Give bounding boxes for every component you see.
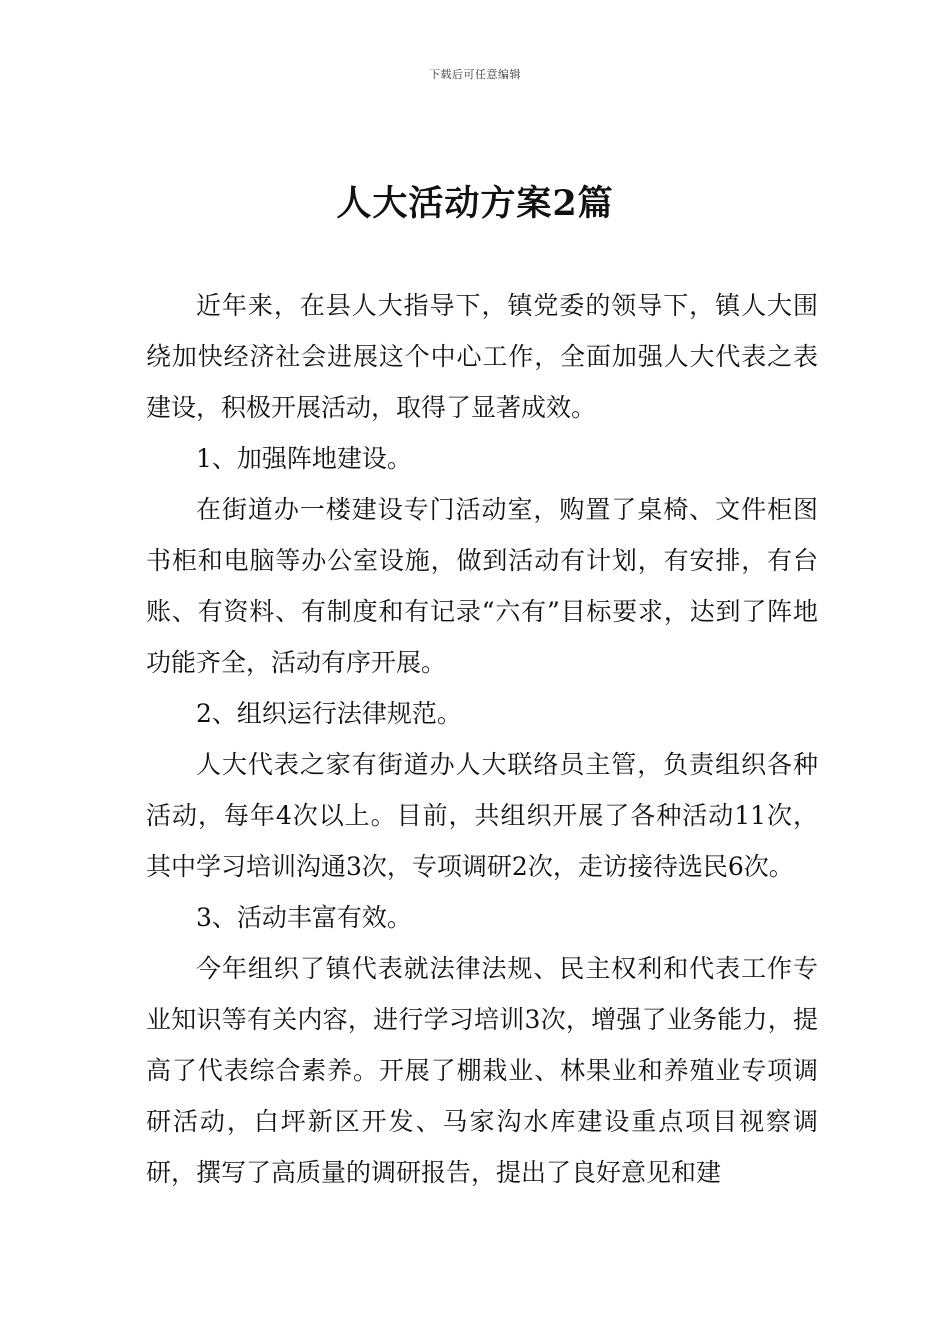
section-paragraph-1: 在街道办一楼建设专门活动室，购置了桌椅、文件柜图书柜和电脑等办公室设施，做到活动有计划，有安排，有台账、有资料、有制度和有记录“六有”目标要求，达到了阵地功能齐全，活动有序开展。 [146,495,818,677]
intro-paragraph: 近年来，在县人大指导下，镇党委的领导下，镇人大围绕加快经济社会进展这个中心工作，全面加强人大代表之表建设，积极开展活动，取得了显著成效。 [146,291,818,422]
section-heading-3: 3、活动丰富有效。 [196,903,412,932]
header-note: 下载后可任意编辑 [429,68,521,81]
section-paragraph-2: 人大代表之家有街道办人大联络员主管，负责组织各种活动，每年4次以上。目前，共组织开展了各种活动11次，其中学习培训沟通3次，专项调研2次，走访接待选民6次。 [146,750,818,881]
section-heading-1: 1、加强阵地建设。 [196,444,412,473]
document-title: 人大活动方案2篇 [336,183,614,224]
document-body [146,280,818,1198]
section-heading-2: 2、组织运行法律规范。 [196,699,462,728]
section-paragraph-3: 今年组织了镇代表就法律法规、民主权利和代表工作专业知识等有关内容，进行学习培训3次，增强了业务能力，提高了代表综合素养。开展了棚栽业、林果业和养殖业专项调研活动，白坪新区开发、马家沟水库建设重点项目视察调研，撰写了高质量的调研报告，提出了良好意见和建 [146,954,818,1187]
